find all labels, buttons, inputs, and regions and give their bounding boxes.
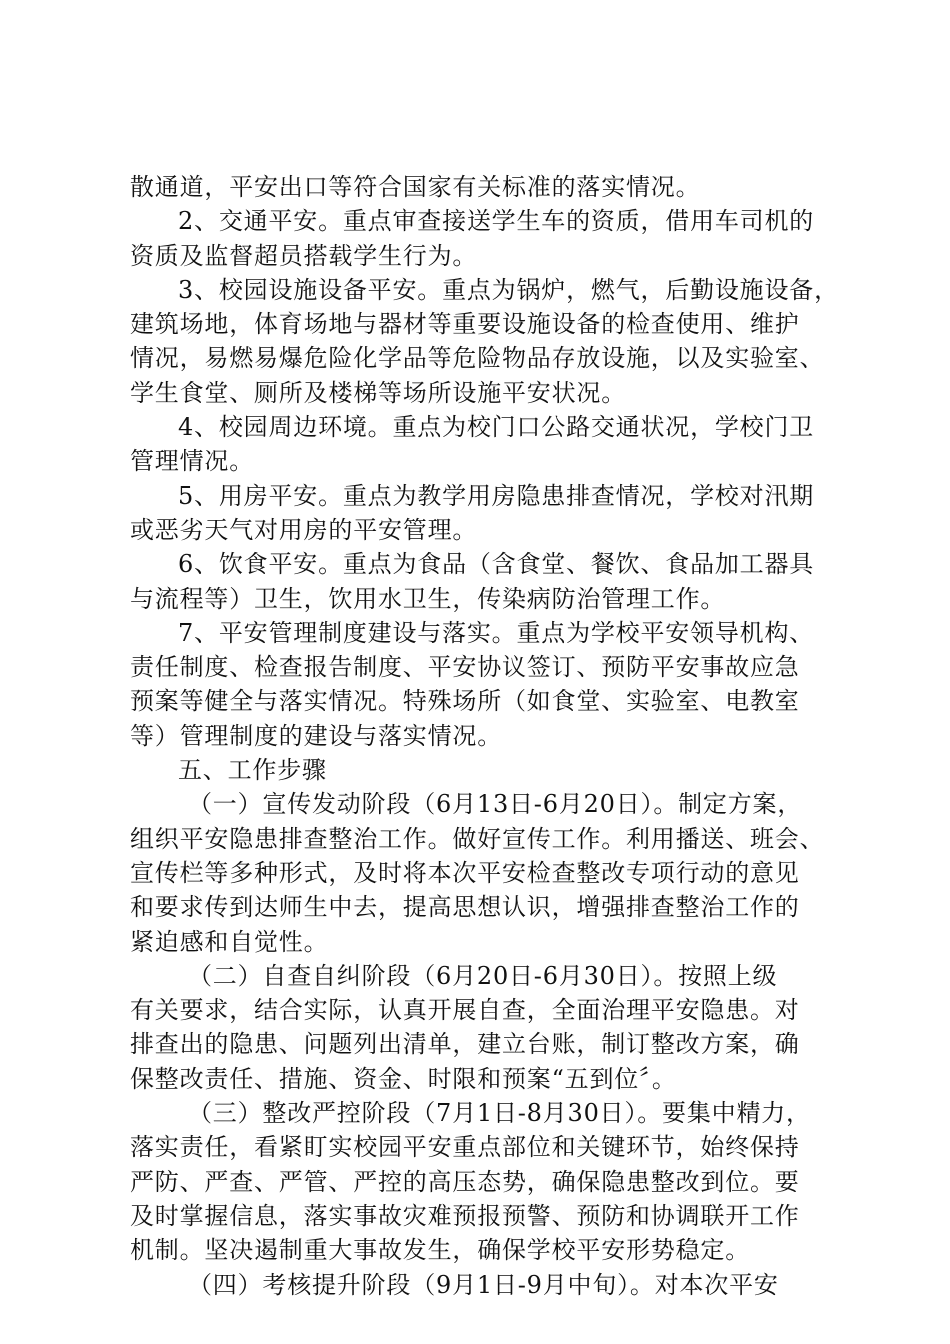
text-line: 6、饮食平安。重点为食品（含食堂、餐饮、食品加工器具 <box>178 550 815 579</box>
text-line: 和要求传到达师生中去，提高思想认识，增强排查整治工作的 <box>130 893 800 922</box>
text-line: （二）自查自纠阶段（6月20日-6月30日）。按照上级 <box>188 961 778 990</box>
text-line: 机制。坚决遏制重大事故发生，确保学校平安形势稳定。 <box>130 1236 750 1265</box>
text-line: 宣传栏等多种形式，及时将本次平安检查整改专项行动的意见 <box>130 858 800 887</box>
text-line: 等）管理制度的建设与落实情况。 <box>130 721 502 750</box>
text-line: 管理情况。 <box>130 447 254 476</box>
text-line: 资质及监督超员搭载学生行为。 <box>130 241 478 270</box>
text-line: 预案等健全与落实情况。特殊场所（如食堂、实验室、电教室 <box>130 687 800 716</box>
text-line: 责任制度、检查报告制度、平安协议签订、预防平安事故应急 <box>130 653 800 682</box>
text-line: 建筑场地，体育场地与器材等重要设施设备的检查使用、维护 <box>130 310 800 339</box>
text-line: 3、校园设施设备平安。重点为锅炉，燃气，后勤设施设备， <box>178 275 839 304</box>
text-line: 学生食堂、厕所及楼梯等场所设施平安状况。 <box>130 378 626 407</box>
text-line: 或恶劣天气对用房的平安管理。 <box>130 515 478 544</box>
text-line: 5、用房平安。重点为教学用房隐患排查情况，学校对汛期 <box>178 481 815 510</box>
document-body <box>130 170 842 1302</box>
text-line: 4、校园周边环境。重点为校门口公路交通状况，学校门卫 <box>178 413 815 442</box>
text-line: （一）宣传发动阶段（6月13日-6月20日）。制定方案， <box>188 790 803 819</box>
text-line: 2、交通平安。重点审查接送学生车的资质，借用车司机的 <box>178 207 815 236</box>
text-line: 排查出的隐患、问题列出清单，建立台账，制订整改方案，确 <box>130 1030 800 1059</box>
text-line: 保整改责任、措施、资金、时限和预案“五到位〞。 <box>130 1064 677 1093</box>
text-line: （三）整改严控阶段（7月1日-8月30日）。要集中精力， <box>188 1099 811 1128</box>
text-line: （四）考核提升阶段（9月1日-9月中旬）。对本次平安 <box>188 1270 779 1299</box>
section-heading: 五、工作步骤 <box>178 756 327 785</box>
text-line: 组织平安隐患排查整治工作。做好宣传工作。利用播送、班会、 <box>130 824 825 853</box>
text-line: 落实责任，看紧盯实校园平安重点部位和关键环节，始终保持 <box>130 1133 800 1162</box>
text-line: 7、平安管理制度建设与落实。重点为学校平安领导机构、 <box>178 618 815 647</box>
text-line: 与流程等）卫生，饮用水卫生，传染病防治管理工作。 <box>130 584 726 613</box>
text-line: 有关要求，结合实际，认真开展自查，全面治理平安隐患。对 <box>130 996 800 1025</box>
text-line: 及时掌握信息，落实事故灾难预报预警、预防和协调联开工作 <box>130 1201 800 1230</box>
text-line: 情况，易燃易爆危险化学品等危险物品存放设施，以及实验室、 <box>130 344 825 373</box>
text-line: 紧迫感和自觉性。 <box>130 927 329 956</box>
text-line: 严防、严查、严管、严控的高压态势，确保隐患整改到位。要 <box>130 1167 800 1196</box>
text-line: 散通道，平安出口等符合国家有关标准的落实情况。 <box>130 173 701 201</box>
